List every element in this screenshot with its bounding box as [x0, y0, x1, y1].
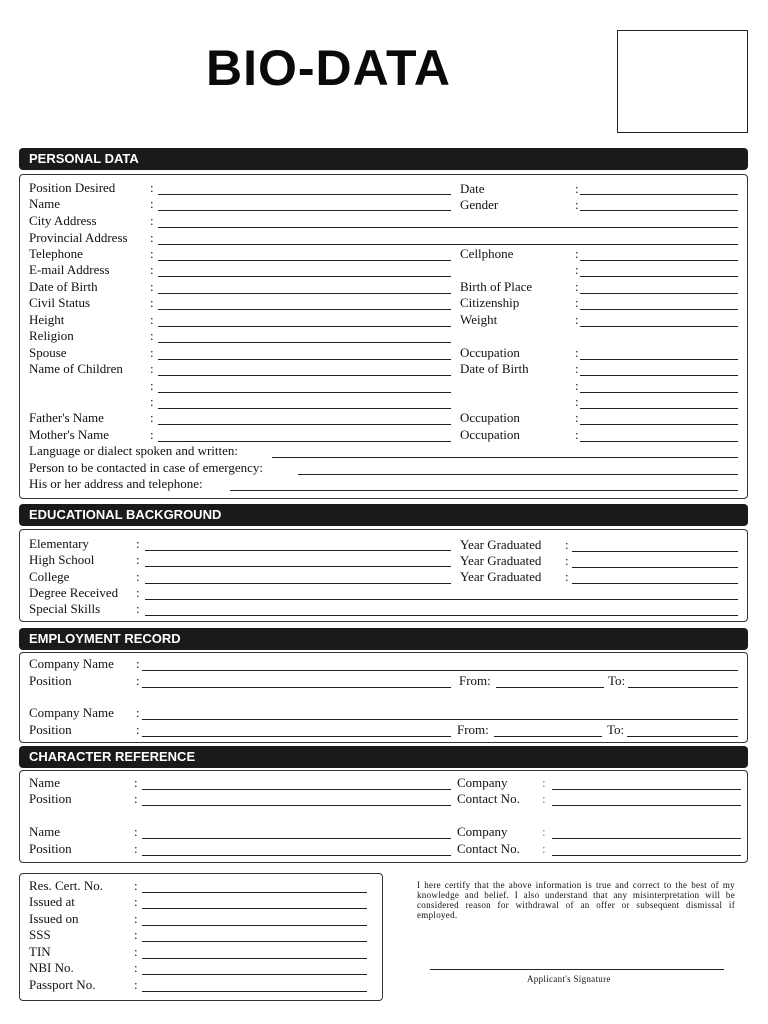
label-year-graduated-high-school: Year Graduated	[460, 553, 542, 568]
label-position: Position	[29, 722, 72, 737]
fathers-name-field[interactable]	[158, 424, 451, 425]
nbi-no-field[interactable]	[142, 974, 367, 975]
colon: :	[565, 553, 569, 568]
colon: :	[136, 601, 140, 616]
elementary-field[interactable]	[145, 550, 451, 551]
label-email: E-mail Address	[29, 262, 110, 277]
label-company-name: Company Name	[29, 656, 114, 671]
education-box	[19, 529, 748, 622]
from-field-2[interactable]	[494, 736, 602, 737]
degree-received-field[interactable]	[145, 599, 738, 600]
child-dob-field[interactable]	[580, 375, 738, 376]
colon: :	[575, 312, 579, 327]
photo-box[interactable]	[617, 30, 748, 133]
colon: :	[575, 295, 579, 310]
reference-position-field-2[interactable]	[142, 855, 451, 856]
mother-occupation-field[interactable]	[580, 441, 738, 442]
civil-status-field[interactable]	[158, 309, 451, 310]
colon: :	[575, 197, 579, 212]
colon: :	[542, 824, 546, 839]
label-mother-occupation: Occupation	[460, 427, 520, 442]
colon: :	[136, 656, 140, 671]
reference-name-field[interactable]	[142, 789, 451, 790]
colon: :	[150, 279, 154, 294]
label-company-name: Company Name	[29, 705, 114, 720]
colon: :	[575, 427, 579, 442]
label-provincial-address: Provincial Address	[29, 230, 128, 245]
colon: :	[136, 552, 140, 567]
citizenship-field[interactable]	[580, 309, 738, 310]
provincial-address-field[interactable]	[158, 244, 738, 245]
colon: :	[134, 791, 138, 806]
label-religion: Religion	[29, 328, 74, 343]
label-citizenship: Citizenship	[460, 295, 520, 310]
tin-field[interactable]	[142, 958, 367, 959]
passport-no-field[interactable]	[142, 991, 367, 992]
section-header-personal: PERSONAL DATA	[19, 148, 748, 170]
colon: :	[150, 410, 154, 425]
colon: :	[575, 394, 579, 409]
year-graduated-college-field[interactable]	[572, 583, 738, 584]
college-field[interactable]	[145, 583, 451, 584]
label-child-date-of-birth: Date of Birth	[460, 361, 529, 376]
colon: :	[542, 841, 546, 856]
label-reference-company: Company	[457, 824, 508, 839]
colon: :	[575, 410, 579, 425]
child-dob-field[interactable]	[580, 408, 738, 409]
label-position: Position	[29, 673, 72, 688]
colon: :	[565, 537, 569, 552]
reference-position-field[interactable]	[142, 805, 451, 806]
label-high-school: High School	[29, 552, 95, 567]
label-height: Height	[29, 312, 65, 327]
issued-at-field[interactable]	[142, 908, 367, 909]
label-reference-position: Position	[29, 841, 72, 856]
label-birth-of-place: Birth of Place	[460, 279, 533, 294]
colon: :	[134, 911, 138, 926]
label-nbi-no: NBI No.	[29, 960, 74, 975]
colon: :	[565, 569, 569, 584]
label-special-skills: Special Skills	[29, 601, 101, 616]
label-reference-contact: Contact No.	[457, 841, 520, 856]
label-gender: Gender	[460, 197, 499, 212]
label-reference-position: Position	[29, 791, 72, 806]
issued-on-field[interactable]	[142, 925, 367, 926]
colon: :	[575, 361, 579, 376]
emergency-address-field[interactable]	[230, 490, 738, 491]
employment-box	[19, 652, 748, 743]
label-name: Name	[29, 196, 61, 211]
colon: :	[150, 345, 154, 360]
label-father-occupation: Occupation	[460, 410, 520, 425]
colon: :	[134, 927, 138, 942]
label-sss: SSS	[29, 927, 51, 942]
colon: :	[134, 841, 138, 856]
colon: :	[150, 295, 154, 310]
colon: :	[134, 977, 138, 992]
spouse-occupation-field[interactable]	[580, 359, 738, 360]
child-dob-field[interactable]	[580, 392, 738, 393]
year-graduated-high-school-field[interactable]	[572, 567, 738, 568]
section-header-education: EDUCATIONAL BACKGROUND	[19, 504, 748, 526]
label-mothers-name: Mother's Name	[29, 427, 109, 442]
reference-box	[19, 770, 748, 863]
reference-company-field[interactable]	[552, 789, 741, 790]
certification-statement: I here certify that the above information is true and correct to the best of my knowledge and belief. I also understand that any misinterpretation will be considered reason for withdrawal of an offer or subsequent dismissal if employed.	[417, 880, 735, 920]
colon: :	[136, 585, 140, 600]
colon: :	[136, 569, 140, 584]
date-field[interactable]	[580, 194, 738, 195]
high-school-field[interactable]	[145, 566, 451, 567]
label-emergency-contact: Person to be contacted in case of emergency:	[29, 460, 264, 475]
email-field[interactable]	[158, 276, 451, 277]
label-to: To:	[608, 673, 626, 688]
colon: :	[575, 345, 579, 360]
sss-field[interactable]	[142, 941, 367, 942]
label-issued-at: Issued at	[29, 894, 75, 909]
colon: :	[136, 673, 140, 688]
colon: :	[136, 536, 140, 551]
label-date: Date	[460, 181, 485, 196]
position-desired-field[interactable]	[158, 194, 451, 195]
colon: :	[150, 394, 154, 409]
applicant-signature-field[interactable]	[430, 969, 724, 970]
cellphone-field[interactable]	[580, 260, 738, 261]
colon: :	[134, 960, 138, 975]
mothers-name-field[interactable]	[158, 441, 451, 442]
label-res-cert-no: Res. Cert. No.	[29, 878, 104, 893]
label-fathers-name: Father's Name	[29, 410, 104, 425]
label-emergency-address: His or her address and telephone:	[29, 476, 203, 491]
date-of-birth-field[interactable]	[158, 293, 451, 294]
to-field-2[interactable]	[627, 736, 738, 737]
from-field[interactable]	[496, 687, 604, 688]
label-reference-contact: Contact No.	[457, 791, 520, 806]
colon: :	[575, 279, 579, 294]
label-college: College	[29, 569, 70, 584]
name-field[interactable]	[158, 210, 451, 211]
label-year-graduated-elementary: Year Graduated	[460, 537, 542, 552]
company-name-field-2[interactable]	[142, 719, 738, 720]
label-from: From:	[459, 673, 491, 688]
special-skills-field[interactable]	[145, 615, 738, 616]
colon: :	[136, 722, 140, 737]
label-reference-name: Name	[29, 775, 61, 790]
telephone-field[interactable]	[158, 260, 451, 261]
label-from: From:	[457, 722, 489, 737]
year-graduated-elementary-field[interactable]	[572, 551, 738, 552]
colon: :	[134, 824, 138, 839]
label-issued-on: Issued on	[29, 911, 79, 926]
colon: :	[542, 775, 546, 790]
label-elementary: Elementary	[29, 536, 89, 551]
emergency-contact-field[interactable]	[298, 474, 738, 475]
section-header-employment: EMPLOYMENT RECORD	[19, 628, 748, 650]
spouse-field[interactable]	[158, 359, 451, 360]
child-name-field[interactable]	[158, 375, 451, 376]
colon: :	[150, 361, 154, 376]
colon: :	[575, 181, 579, 196]
label-date-of-birth: Date of Birth	[29, 279, 98, 294]
to-field[interactable]	[628, 687, 738, 688]
colon: :	[150, 230, 154, 245]
colon: :	[150, 246, 154, 261]
label-cellphone: Cellphone	[460, 246, 514, 261]
label-degree-received: Degree Received	[29, 585, 119, 600]
reference-contact-field-2[interactable]	[552, 855, 741, 856]
weight-field[interactable]	[580, 326, 738, 327]
colon: :	[150, 196, 154, 211]
colon: :	[150, 312, 154, 327]
colon: :	[150, 180, 154, 195]
height-field[interactable]	[158, 326, 451, 327]
label-passport-no: Passport No.	[29, 977, 96, 992]
father-occupation-field[interactable]	[580, 424, 738, 425]
company-name-field[interactable]	[142, 670, 738, 671]
child-name-field[interactable]	[158, 392, 451, 393]
label-reference-name: Name	[29, 824, 61, 839]
colon: :	[150, 213, 154, 228]
position-field-2[interactable]	[142, 736, 451, 737]
label-name-of-children: Name of Children	[29, 361, 123, 376]
label-city-address: City Address	[29, 213, 97, 228]
label-year-graduated-college: Year Graduated	[460, 569, 542, 584]
label-reference-company: Company	[457, 775, 508, 790]
label-to: To:	[607, 722, 625, 737]
colon: :	[134, 878, 138, 893]
colon: :	[150, 427, 154, 442]
label-spouse: Spouse	[29, 345, 67, 360]
birth-of-place-field[interactable]	[580, 293, 738, 294]
child-name-field[interactable]	[158, 408, 451, 409]
colon: :	[575, 246, 579, 261]
applicant-signature-label: Applicant's Signature	[527, 974, 611, 984]
reference-name-field-2[interactable]	[142, 838, 451, 839]
label-position-desired: Position Desired	[29, 180, 116, 195]
label-civil-status: Civil Status	[29, 295, 91, 310]
colon: :	[150, 262, 154, 277]
label-language: Language or dialect spoken and written:	[29, 443, 239, 458]
cellphone-field-2[interactable]	[580, 276, 738, 277]
colon: :	[150, 328, 154, 343]
page-title: BIO-DATA	[206, 40, 451, 96]
language-field[interactable]	[272, 457, 738, 458]
religion-field[interactable]	[158, 342, 451, 343]
label-tin: TIN	[29, 944, 51, 959]
label-spouse-occupation: Occupation	[460, 345, 520, 360]
colon: :	[136, 705, 140, 720]
label-telephone: Telephone	[29, 246, 83, 261]
city-address-field[interactable]	[158, 227, 738, 228]
colon: :	[575, 262, 579, 277]
gender-field[interactable]	[580, 210, 738, 211]
position-field[interactable]	[142, 687, 451, 688]
colon: :	[542, 791, 546, 806]
res-cert-no-field[interactable]	[142, 892, 367, 893]
colon: :	[134, 894, 138, 909]
reference-company-field-2[interactable]	[552, 838, 741, 839]
label-weight: Weight	[460, 312, 498, 327]
colon: :	[134, 775, 138, 790]
section-header-reference: CHARACTER REFERENCE	[19, 746, 748, 768]
colon: :	[575, 378, 579, 393]
colon: :	[134, 944, 138, 959]
reference-contact-field[interactable]	[552, 805, 741, 806]
colon: :	[150, 378, 154, 393]
